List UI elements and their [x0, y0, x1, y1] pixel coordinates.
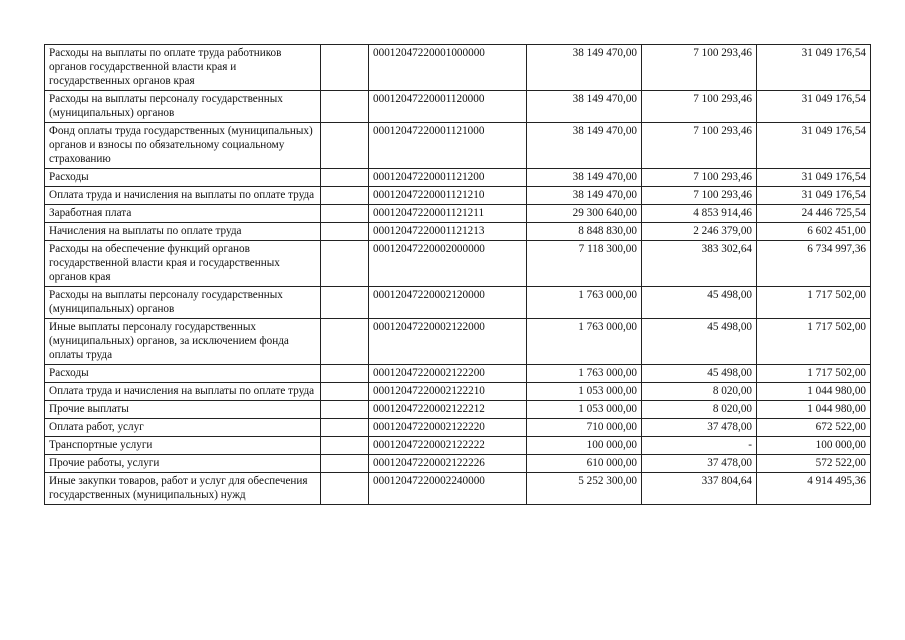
approved-amount-cell: 29 300 640,00 [527, 205, 642, 223]
executed-amount-cell: 45 498,00 [642, 319, 757, 365]
budget-item-name-cell: Расходы [45, 169, 321, 187]
empty-cell [321, 365, 369, 383]
executed-amount-cell: 7 100 293,46 [642, 169, 757, 187]
approved-amount-cell: 38 149 470,00 [527, 91, 642, 123]
budget-item-name-cell: Расходы [45, 365, 321, 383]
budget-table-body [45, 45, 871, 505]
budget-code-cell: 00012047220001121200 [369, 169, 527, 187]
budget-code-cell: 00012047220002240000 [369, 473, 527, 505]
empty-cell [321, 223, 369, 241]
budget-code-cell: 00012047220002122222 [369, 437, 527, 455]
budget-item-name-cell: Расходы на выплаты персоналу государственных (муниципальных) органов [45, 91, 321, 123]
unexecuted-amount-cell: 4 914 495,36 [757, 473, 871, 505]
empty-cell [321, 123, 369, 169]
table-row [45, 383, 871, 401]
unexecuted-amount-cell: 31 049 176,54 [757, 91, 871, 123]
empty-cell [321, 319, 369, 365]
table-row [45, 123, 871, 169]
unexecuted-amount-cell: 6 734 997,36 [757, 241, 871, 287]
budget-code-cell: 00012047220002122226 [369, 455, 527, 473]
budget-item-name-cell: Расходы на выплаты персоналу государственных (муниципальных) органов [45, 287, 321, 319]
executed-amount-cell: 7 100 293,46 [642, 187, 757, 205]
budget-code-cell: 00012047220002122210 [369, 383, 527, 401]
budget-item-name-cell: Начисления на выплаты по оплате труда [45, 223, 321, 241]
budget-item-name-cell: Транспортные услуги [45, 437, 321, 455]
empty-cell [321, 473, 369, 505]
empty-cell [321, 383, 369, 401]
approved-amount-cell: 38 149 470,00 [527, 123, 642, 169]
approved-amount-cell: 38 149 470,00 [527, 187, 642, 205]
empty-cell [321, 241, 369, 287]
unexecuted-amount-cell: 31 049 176,54 [757, 169, 871, 187]
budget-code-cell: 00012047220001121000 [369, 123, 527, 169]
empty-cell [321, 205, 369, 223]
executed-amount-cell: 8 020,00 [642, 383, 757, 401]
approved-amount-cell: 1 053 000,00 [527, 383, 642, 401]
executed-amount-cell: - [642, 437, 757, 455]
approved-amount-cell: 1 763 000,00 [527, 287, 642, 319]
budget-item-name-cell: Оплата труда и начисления на выплаты по оплате труда [45, 187, 321, 205]
budget-item-name-cell: Расходы на обеспечение функций органов государственной власти края и государственных органов края [45, 241, 321, 287]
approved-amount-cell: 1 053 000,00 [527, 401, 642, 419]
budget-item-name-cell: Прочие выплаты [45, 401, 321, 419]
table-row [45, 473, 871, 505]
table-row [45, 319, 871, 365]
executed-amount-cell: 2 246 379,00 [642, 223, 757, 241]
approved-amount-cell: 5 252 300,00 [527, 473, 642, 505]
executed-amount-cell: 37 478,00 [642, 419, 757, 437]
executed-amount-cell: 7 100 293,46 [642, 123, 757, 169]
approved-amount-cell: 7 118 300,00 [527, 241, 642, 287]
unexecuted-amount-cell: 31 049 176,54 [757, 123, 871, 169]
budget-item-name-cell: Фонд оплаты труда государственных (муниципальных) органов и взносы по обязательному социальному страхованию [45, 123, 321, 169]
table-row [45, 365, 871, 383]
table-row [45, 419, 871, 437]
approved-amount-cell: 1 763 000,00 [527, 319, 642, 365]
table-row [45, 91, 871, 123]
table-row [45, 45, 871, 91]
budget-code-cell: 00012047220001000000 [369, 45, 527, 91]
budget-item-name-cell: Оплата работ, услуг [45, 419, 321, 437]
approved-amount-cell: 710 000,00 [527, 419, 642, 437]
empty-cell [321, 455, 369, 473]
executed-amount-cell: 7 100 293,46 [642, 45, 757, 91]
empty-cell [321, 287, 369, 319]
unexecuted-amount-cell: 1 044 980,00 [757, 401, 871, 419]
unexecuted-amount-cell: 31 049 176,54 [757, 187, 871, 205]
unexecuted-amount-cell: 6 602 451,00 [757, 223, 871, 241]
budget-code-cell: 00012047220002000000 [369, 241, 527, 287]
budget-code-cell: 00012047220001121210 [369, 187, 527, 205]
table-row [45, 455, 871, 473]
empty-cell [321, 437, 369, 455]
unexecuted-amount-cell: 1 044 980,00 [757, 383, 871, 401]
budget-item-name-cell: Прочие работы, услуги [45, 455, 321, 473]
empty-cell [321, 45, 369, 91]
table-row [45, 437, 871, 455]
unexecuted-amount-cell: 1 717 502,00 [757, 365, 871, 383]
budget-code-cell: 00012047220001121211 [369, 205, 527, 223]
table-row [45, 169, 871, 187]
unexecuted-amount-cell: 572 522,00 [757, 455, 871, 473]
approved-amount-cell: 8 848 830,00 [527, 223, 642, 241]
budget-code-cell: 00012047220002122220 [369, 419, 527, 437]
approved-amount-cell: 1 763 000,00 [527, 365, 642, 383]
executed-amount-cell: 45 498,00 [642, 287, 757, 319]
budget-table [44, 44, 871, 505]
budget-item-name-cell: Иные выплаты персоналу государственных (муниципальных) органов, за исключением фонда оплаты труда [45, 319, 321, 365]
budget-code-cell: 00012047220001120000 [369, 91, 527, 123]
approved-amount-cell: 610 000,00 [527, 455, 642, 473]
executed-amount-cell: 4 853 914,46 [642, 205, 757, 223]
executed-amount-cell: 383 302,64 [642, 241, 757, 287]
approved-amount-cell: 38 149 470,00 [527, 45, 642, 91]
executed-amount-cell: 45 498,00 [642, 365, 757, 383]
budget-item-name-cell: Заработная плата [45, 205, 321, 223]
budget-item-name-cell: Иные закупки товаров, работ и услуг для обеспечения государственных (муниципальных) нужд [45, 473, 321, 505]
empty-cell [321, 91, 369, 123]
empty-cell [321, 401, 369, 419]
table-row [45, 205, 871, 223]
empty-cell [321, 419, 369, 437]
budget-item-name-cell: Оплата труда и начисления на выплаты по оплате труда [45, 383, 321, 401]
executed-amount-cell: 8 020,00 [642, 401, 757, 419]
unexecuted-amount-cell: 31 049 176,54 [757, 45, 871, 91]
unexecuted-amount-cell: 1 717 502,00 [757, 287, 871, 319]
table-row [45, 287, 871, 319]
empty-cell [321, 187, 369, 205]
table-row [45, 241, 871, 287]
executed-amount-cell: 337 804,64 [642, 473, 757, 505]
empty-cell [321, 169, 369, 187]
unexecuted-amount-cell: 24 446 725,54 [757, 205, 871, 223]
table-row [45, 223, 871, 241]
table-row [45, 187, 871, 205]
approved-amount-cell: 100 000,00 [527, 437, 642, 455]
unexecuted-amount-cell: 1 717 502,00 [757, 319, 871, 365]
approved-amount-cell: 38 149 470,00 [527, 169, 642, 187]
budget-code-cell: 00012047220001121213 [369, 223, 527, 241]
budget-code-cell: 00012047220002122200 [369, 365, 527, 383]
executed-amount-cell: 37 478,00 [642, 455, 757, 473]
budget-code-cell: 00012047220002122212 [369, 401, 527, 419]
executed-amount-cell: 7 100 293,46 [642, 91, 757, 123]
table-row [45, 401, 871, 419]
budget-code-cell: 00012047220002120000 [369, 287, 527, 319]
unexecuted-amount-cell: 100 000,00 [757, 437, 871, 455]
budget-code-cell: 00012047220002122000 [369, 319, 527, 365]
budget-item-name-cell: Расходы на выплаты по оплате труда работников органов государственной власти края и государственных органов края [45, 45, 321, 91]
unexecuted-amount-cell: 672 522,00 [757, 419, 871, 437]
